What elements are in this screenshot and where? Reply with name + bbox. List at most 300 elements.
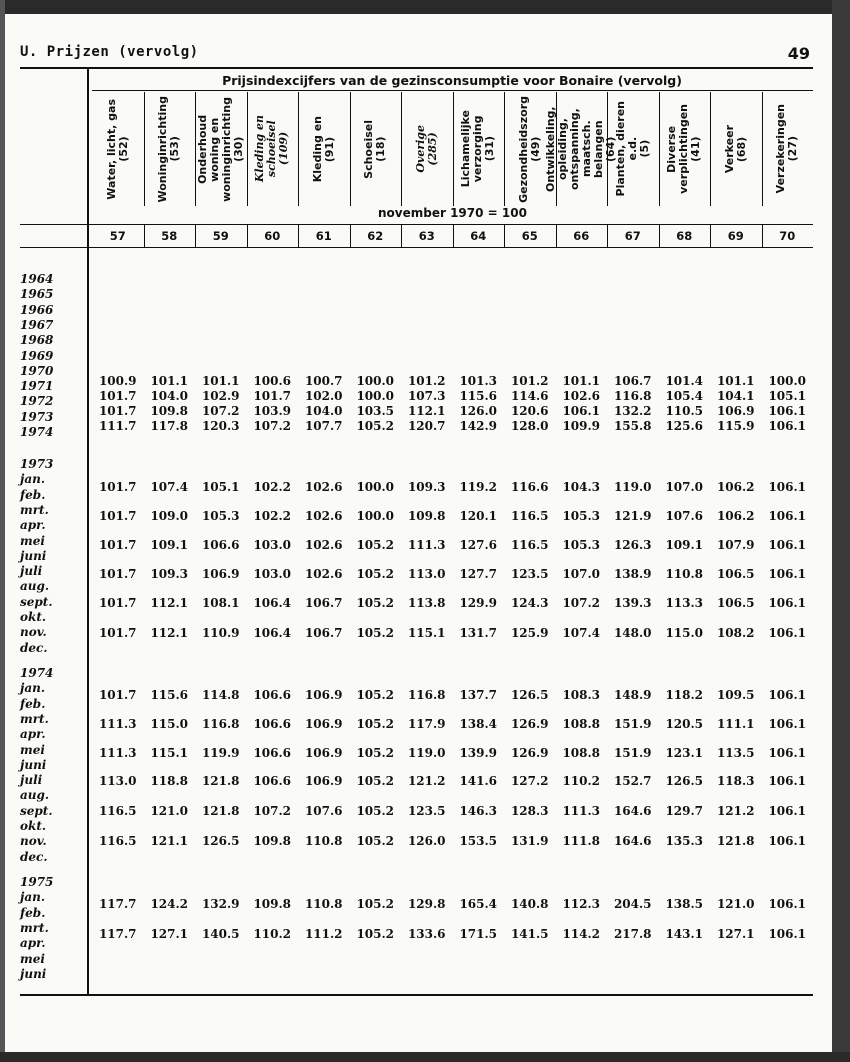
table-cell: 120.3 <box>201 419 240 433</box>
table-cell: 110.2 <box>253 927 292 941</box>
table-cell: 106.6 <box>253 774 292 788</box>
table-cell: 109.8 <box>253 897 292 911</box>
table-cell: 120.1 <box>459 509 498 523</box>
table-cell: 106.6 <box>253 746 292 760</box>
table-cell: 118.3 <box>716 774 755 788</box>
table-cell: 131.9 <box>510 834 549 848</box>
table-cell: 106.9 <box>201 567 240 581</box>
column-number: 67 <box>624 229 641 243</box>
column-header <box>247 92 299 206</box>
scan-border-top <box>0 0 850 14</box>
table-cell: 109.8 <box>150 404 189 418</box>
row-label: okt. <box>20 610 47 624</box>
table-cell: 101.7 <box>98 626 137 640</box>
table-cell: 204.5 <box>613 897 652 911</box>
table-cell: 106.5 <box>716 596 755 610</box>
column-number: 59 <box>212 229 229 243</box>
table-cell: 106.1 <box>768 746 807 760</box>
table-cell: 101.7 <box>253 389 292 403</box>
column-header <box>298 92 350 206</box>
table-cell: 132.9 <box>201 897 240 911</box>
table-cell: 105.1 <box>201 480 240 494</box>
table-cell: 105.2 <box>356 538 395 552</box>
table-cell: 148.0 <box>613 626 652 640</box>
table-cell: 107.9 <box>716 538 755 552</box>
table-cell: 121.2 <box>407 774 446 788</box>
row-label: feb. <box>20 696 46 711</box>
column-header <box>92 92 144 206</box>
table-cell: 118.2 <box>665 688 704 702</box>
table-cell: 102.6 <box>304 538 343 552</box>
row-label: mei <box>20 742 45 757</box>
table-cell: 137.7 <box>459 688 498 702</box>
row-label: dec. <box>20 849 48 864</box>
table-cell: 113.5 <box>716 746 755 760</box>
table-cell: 217.8 <box>613 927 652 941</box>
row-label: 1975 <box>20 875 54 889</box>
column-header-label: Verkeer (68) <box>722 124 748 174</box>
table-cell: 151.9 <box>613 746 652 760</box>
table-cell: 111.8 <box>562 834 601 848</box>
column-header-label: Lichamelijke verzorging (31) <box>459 110 497 188</box>
table-cell: 105.2 <box>356 804 395 818</box>
table-cell: 133.6 <box>407 927 446 941</box>
table-cell: 129.7 <box>665 804 704 818</box>
table-cell: 106.6 <box>253 688 292 702</box>
table-cell: 105.3 <box>562 538 601 552</box>
table-cell: 126.0 <box>407 834 446 848</box>
table-cell: 107.2 <box>201 404 240 418</box>
table-cell: 126.3 <box>613 538 652 552</box>
table-cell: 102.6 <box>304 567 343 581</box>
table-cell: 120.5 <box>665 717 704 731</box>
row-label: feb. <box>20 487 46 502</box>
column-header <box>762 92 814 206</box>
table-cell: 106.9 <box>304 688 343 702</box>
table-cell: 124.3 <box>510 596 549 610</box>
column-header <box>453 92 505 206</box>
table-cell: 138.4 <box>459 717 498 731</box>
table-cell: 106.1 <box>768 717 807 731</box>
column-header-label: Gezondheidszorg (49) <box>516 95 542 203</box>
table-cell: 103.9 <box>253 404 292 418</box>
table-cell: 101.7 <box>98 389 137 403</box>
table-cell: 101.7 <box>98 688 137 702</box>
table-cell: 114.6 <box>510 389 549 403</box>
column-number: 65 <box>521 229 538 243</box>
table-cell: 126.9 <box>510 746 549 760</box>
table-cell: 146.3 <box>459 804 498 818</box>
column-number: 62 <box>367 229 384 243</box>
table-cell: 141.5 <box>510 927 549 941</box>
row-label: 1967 <box>20 317 54 332</box>
row-label: aug. <box>20 579 50 594</box>
table-cell: 110.9 <box>201 626 240 640</box>
table-cell: 101.7 <box>98 538 137 552</box>
column-number: 61 <box>315 229 332 243</box>
base-period-label: november 1970 = 100 <box>378 206 527 220</box>
table-cell: 106.4 <box>253 596 292 610</box>
row-label: jan. <box>20 472 46 487</box>
table-cell: 112.1 <box>150 626 189 640</box>
table-cell: 142.9 <box>459 419 498 433</box>
row-label: juli <box>20 773 43 788</box>
column-header-label: Kleding en schoeisel (109) <box>253 115 291 183</box>
table-cell: 125.9 <box>510 626 549 640</box>
table-cell: 126.5 <box>201 834 240 848</box>
table-cell: 106.1 <box>768 774 807 788</box>
column-header-label: Verzekeringen (27) <box>774 104 800 194</box>
stub-vertical-rule <box>87 67 89 995</box>
column-number: 66 <box>573 229 590 243</box>
table-cell: 116.5 <box>98 834 137 848</box>
table-cell: 115.9 <box>716 419 755 433</box>
table-cell: 148.9 <box>613 688 652 702</box>
table-cell: 108.3 <box>562 688 601 702</box>
table-cell: 108.1 <box>201 596 240 610</box>
table-cell: 107.0 <box>562 567 601 581</box>
table-cell: 111.3 <box>562 804 601 818</box>
row-label: okt. <box>20 819 47 833</box>
table-cell: 100.9 <box>98 374 137 388</box>
row-label: 1966 <box>20 302 54 317</box>
section-title: U. Prijzen (vervolg) <box>20 44 199 60</box>
table-cell: 121.8 <box>716 834 755 848</box>
table-cell: 114.2 <box>562 927 601 941</box>
scan-border-right <box>832 0 850 1062</box>
table-cell: 141.6 <box>459 774 498 788</box>
table-cell: 105.2 <box>356 927 395 941</box>
table-cell: 164.6 <box>613 804 652 818</box>
table-cell: 135.3 <box>665 834 704 848</box>
table-cell: 115.1 <box>150 746 189 760</box>
table-cell: 108.8 <box>562 746 601 760</box>
table-cell: 106.1 <box>768 404 807 418</box>
table-cell: 102.9 <box>201 389 240 403</box>
colnum-rule <box>20 247 813 248</box>
column-number: 64 <box>470 229 487 243</box>
row-label: mrt. <box>20 920 49 935</box>
table-cell: 107.2 <box>253 419 292 433</box>
column-header-label: Planten, dieren e.d. (5) <box>613 101 651 197</box>
table-cell: 103.5 <box>356 404 395 418</box>
table-cell: 106.1 <box>768 927 807 941</box>
table-cell: 107.3 <box>407 389 446 403</box>
column-header-label: Onderhoud woning en woninginrichting (30) <box>195 96 245 202</box>
column-header <box>350 92 402 206</box>
table-cell: 112.1 <box>150 596 189 610</box>
table-cell: 116.8 <box>407 688 446 702</box>
column-number: 63 <box>418 229 435 243</box>
table-cell: 100.6 <box>253 374 292 388</box>
table-cell: 103.0 <box>253 567 292 581</box>
table-cell: 155.8 <box>613 419 652 433</box>
table-cell: 101.2 <box>407 374 446 388</box>
table-cell: 110.5 <box>665 404 704 418</box>
column-header-label: Overige (285) <box>413 125 439 173</box>
table-cell: 127.6 <box>459 538 498 552</box>
table-cell: 106.7 <box>613 374 652 388</box>
column-header-label: Diverse verplichtingen (41) <box>665 104 703 194</box>
table-cell: 107.7 <box>304 419 343 433</box>
table-cell: 119.0 <box>613 480 652 494</box>
table-cell: 129.9 <box>459 596 498 610</box>
table-cell: 132.2 <box>613 404 652 418</box>
table-cell: 123.1 <box>665 746 704 760</box>
row-label: feb. <box>20 905 46 920</box>
table-cell: 102.6 <box>304 509 343 523</box>
table-cell: 113.8 <box>407 596 446 610</box>
table-cell: 105.2 <box>356 834 395 848</box>
table-cell: 111.3 <box>407 538 446 552</box>
table-cell: 109.5 <box>716 688 755 702</box>
column-header-label: Kleding en (91) <box>310 115 336 183</box>
table-cell: 109.3 <box>407 480 446 494</box>
column-header <box>607 92 659 206</box>
row-label: mrt. <box>20 502 49 517</box>
table-cell: 101.7 <box>98 509 137 523</box>
table-cell: 112.3 <box>562 897 601 911</box>
row-label: apr. <box>20 727 46 742</box>
table-cell: 107.4 <box>562 626 601 640</box>
table-cell: 101.2 <box>510 374 549 388</box>
table-cell: 121.1 <box>150 834 189 848</box>
table-cell: 121.8 <box>201 774 240 788</box>
table-cell: 100.0 <box>356 480 395 494</box>
table-cell: 104.0 <box>304 404 343 418</box>
table-cell: 106.9 <box>304 746 343 760</box>
table-cell: 114.8 <box>201 688 240 702</box>
table-cell: 105.3 <box>562 509 601 523</box>
table-cell: 113.3 <box>665 596 704 610</box>
table-cell: 111.7 <box>98 419 137 433</box>
table-cell: 119.2 <box>459 480 498 494</box>
table-cell: 104.1 <box>716 389 755 403</box>
table-cell: 101.7 <box>98 596 137 610</box>
table-cell: 126.9 <box>510 717 549 731</box>
scan-border-bottom <box>0 1052 850 1062</box>
column-header-label: Ontwikkeling, opleiding, ontspanning, maatsch. belangen (64) <box>544 106 618 192</box>
table-cell: 121.0 <box>716 897 755 911</box>
row-label: 1968 <box>20 333 54 348</box>
column-number: 58 <box>161 229 178 243</box>
table-cell: 164.6 <box>613 834 652 848</box>
page-number: 49 <box>787 44 810 63</box>
column-number: 57 <box>109 229 126 243</box>
table-cell: 110.2 <box>562 774 601 788</box>
table-cell: 106.1 <box>768 688 807 702</box>
table-cell: 100.0 <box>356 389 395 403</box>
table-cell: 106.2 <box>716 480 755 494</box>
table-cell: 121.2 <box>716 804 755 818</box>
table-cell: 106.1 <box>768 804 807 818</box>
table-cell: 128.3 <box>510 804 549 818</box>
row-label: apr. <box>20 518 46 533</box>
table-cell: 140.5 <box>201 927 240 941</box>
table-cell: 121.8 <box>201 804 240 818</box>
table-cell: 117.7 <box>98 927 137 941</box>
row-label: 1973 <box>20 409 54 424</box>
table-cell: 100.0 <box>356 509 395 523</box>
table-cell: 106.7 <box>304 626 343 640</box>
row-label: sept. <box>20 803 53 818</box>
table-cell: 102.6 <box>304 480 343 494</box>
table-cell: 105.2 <box>356 897 395 911</box>
table-cell: 108.2 <box>716 626 755 640</box>
row-label: jan. <box>20 890 46 905</box>
table-cell: 107.2 <box>253 804 292 818</box>
table-cell: 127.1 <box>716 927 755 941</box>
table-cell: 107.6 <box>665 509 704 523</box>
table-cell: 100.0 <box>768 374 807 388</box>
table-cell: 106.1 <box>562 404 601 418</box>
table-cell: 138.9 <box>613 567 652 581</box>
table-cell: 102.6 <box>562 389 601 403</box>
column-header <box>659 92 711 206</box>
table-cell: 120.6 <box>510 404 549 418</box>
table-cell: 111.1 <box>716 717 755 731</box>
table-cell: 106.1 <box>768 480 807 494</box>
row-label: juni <box>20 548 47 563</box>
table-cell: 101.7 <box>98 480 137 494</box>
table-cell: 107.4 <box>150 480 189 494</box>
table-cell: 131.7 <box>459 626 498 640</box>
column-number: 68 <box>676 229 693 243</box>
table-cell: 102.0 <box>304 389 343 403</box>
table-cell: 106.1 <box>768 509 807 523</box>
table-cell: 100.7 <box>304 374 343 388</box>
column-number: 70 <box>779 229 796 243</box>
table-cell: 123.5 <box>510 567 549 581</box>
table-cell: 129.8 <box>407 897 446 911</box>
table-cell: 101.1 <box>150 374 189 388</box>
row-label: mei <box>20 533 45 548</box>
row-label: 1974 <box>20 666 54 680</box>
table-cell: 106.1 <box>768 538 807 552</box>
table-cell: 101.1 <box>201 374 240 388</box>
row-label: nov. <box>20 625 47 640</box>
table-cell: 101.4 <box>665 374 704 388</box>
table-supertitle: Prijsindexcijfers van de gezinsconsumptie voor Bonaire (vervolg) <box>222 73 682 88</box>
row-label: 1971 <box>20 379 54 394</box>
table-cell: 123.5 <box>407 804 446 818</box>
table-cell: 101.7 <box>98 567 137 581</box>
table-cell: 124.2 <box>150 897 189 911</box>
table-cell: 105.2 <box>356 626 395 640</box>
table-cell: 105.2 <box>356 596 395 610</box>
row-label: 1970 <box>20 363 54 378</box>
row-label: 1965 <box>20 287 54 302</box>
table-cell: 102.2 <box>253 509 292 523</box>
table-cell: 117.9 <box>407 717 446 731</box>
table-cell: 125.6 <box>665 419 704 433</box>
table-cell: 117.7 <box>98 897 137 911</box>
column-header-label: Water, licht, gas (52) <box>104 98 130 200</box>
table-cell: 115.6 <box>459 389 498 403</box>
table-cell: 153.5 <box>459 834 498 848</box>
column-number: 69 <box>727 229 744 243</box>
table-cell: 106.9 <box>716 404 755 418</box>
table-cell: 105.2 <box>356 688 395 702</box>
column-header <box>544 92 618 206</box>
table-cell: 106.1 <box>768 596 807 610</box>
table-cell: 109.8 <box>407 509 446 523</box>
row-label: 1969 <box>20 348 54 363</box>
row-label: sept. <box>20 594 53 609</box>
table-cell: 116.6 <box>510 480 549 494</box>
row-label: aug. <box>20 788 50 803</box>
row-label: mei <box>20 951 45 966</box>
table-cell: 140.8 <box>510 897 549 911</box>
table-cell: 106.6 <box>253 717 292 731</box>
table-cell: 151.9 <box>613 717 652 731</box>
table-cell: 116.5 <box>510 538 549 552</box>
table-cell: 121.9 <box>613 509 652 523</box>
column-number: 60 <box>264 229 281 243</box>
footer-rule <box>20 994 813 996</box>
table-cell: 112.1 <box>407 404 446 418</box>
row-label: mrt. <box>20 711 49 726</box>
table-cell: 110.8 <box>304 834 343 848</box>
table-cell: 105.2 <box>356 567 395 581</box>
table-cell: 120.7 <box>407 419 446 433</box>
table-cell: 138.5 <box>665 897 704 911</box>
table-cell: 116.5 <box>98 804 137 818</box>
table-cell: 127.2 <box>510 774 549 788</box>
table-cell: 106.5 <box>716 567 755 581</box>
row-label: juni <box>20 966 47 981</box>
table-cell: 108.8 <box>562 717 601 731</box>
table-cell: 101.7 <box>98 404 137 418</box>
table-cell: 105.2 <box>356 746 395 760</box>
table-cell: 106.9 <box>304 717 343 731</box>
table-cell: 106.1 <box>768 567 807 581</box>
row-label: nov. <box>20 834 47 849</box>
table-cell: 107.0 <box>665 480 704 494</box>
table-cell: 105.1 <box>768 389 807 403</box>
table-cell: 105.2 <box>356 774 395 788</box>
table-cell: 109.8 <box>253 834 292 848</box>
table-cell: 118.8 <box>150 774 189 788</box>
table-cell: 110.8 <box>665 567 704 581</box>
column-header <box>710 92 762 206</box>
row-label: 1973 <box>20 457 54 471</box>
table-cell: 111.3 <box>98 717 137 731</box>
table-cell: 109.0 <box>150 509 189 523</box>
table-cell: 111.2 <box>304 927 343 941</box>
table-cell: 109.9 <box>562 419 601 433</box>
table-cell: 104.3 <box>562 480 601 494</box>
row-label: juli <box>20 564 43 579</box>
table-cell: 171.5 <box>459 927 498 941</box>
table-cell: 101.3 <box>459 374 498 388</box>
row-label: dec. <box>20 640 48 655</box>
table-cell: 116.8 <box>201 717 240 731</box>
header-rule <box>20 67 813 69</box>
table-cell: 109.3 <box>150 567 189 581</box>
column-header <box>195 92 247 206</box>
table-cell: 101.1 <box>716 374 755 388</box>
column-header <box>144 92 196 206</box>
table-cell: 139.9 <box>459 746 498 760</box>
table-cell: 106.4 <box>253 626 292 640</box>
table-cell: 113.0 <box>98 774 137 788</box>
column-header-label: Schoeisel (18) <box>362 119 388 179</box>
row-label: 1972 <box>20 394 54 409</box>
table-cell: 105.2 <box>356 717 395 731</box>
table-cell: 106.1 <box>768 626 807 640</box>
row-label: apr. <box>20 936 46 951</box>
